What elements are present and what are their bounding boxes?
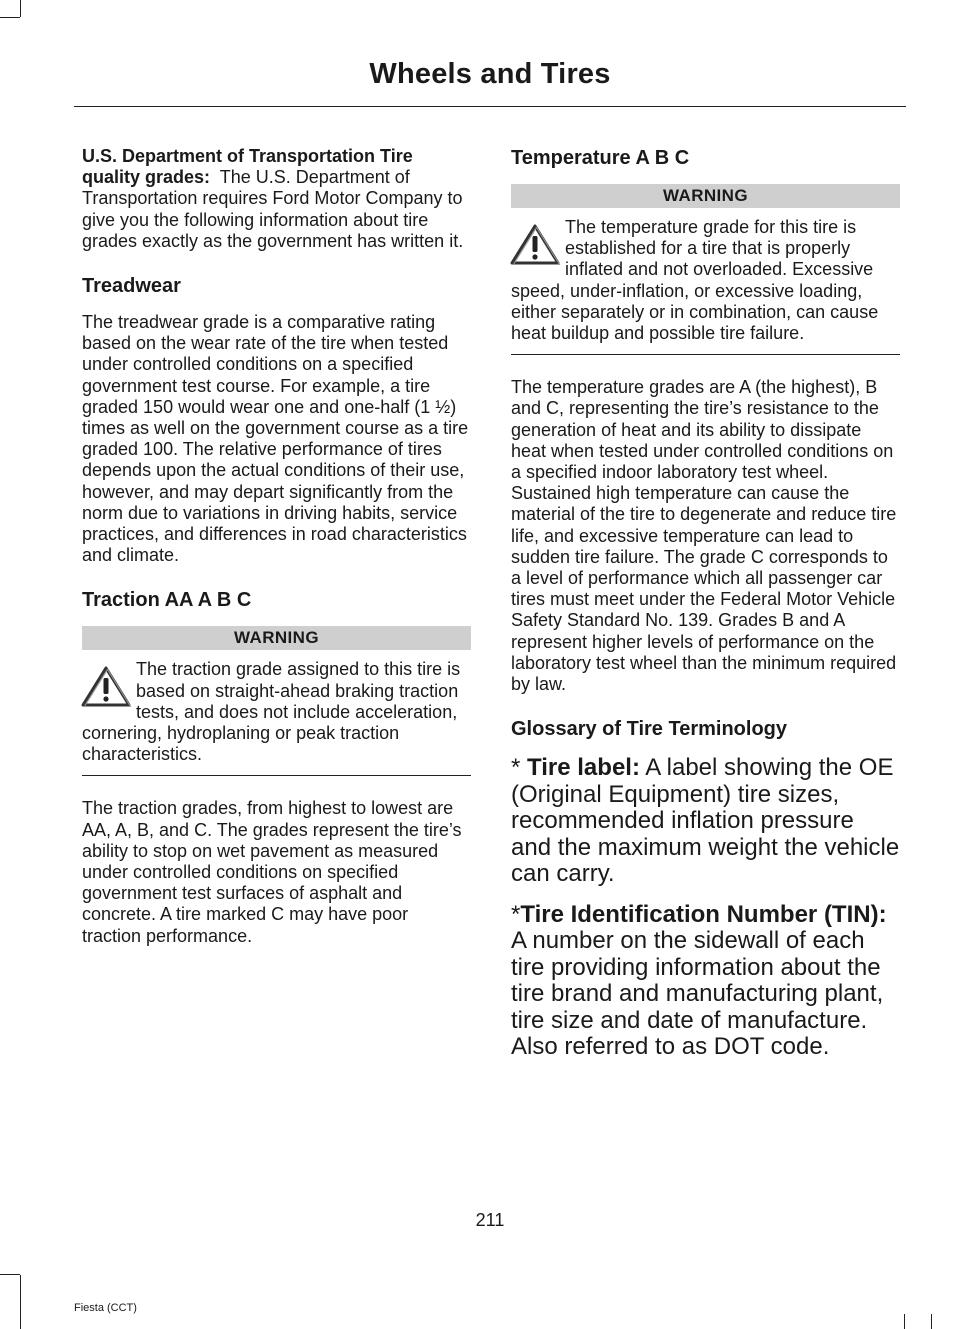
crop-mark — [904, 1314, 905, 1329]
crop-mark — [0, 17, 20, 18]
crop-mark — [0, 1274, 20, 1275]
glossary-heading: Glossary of Tire Terminology — [511, 718, 787, 741]
glossary-tin — [511, 902, 900, 1061]
glossary-definition: A number on the sidewall of each tire providing information about the tire brand and manufacturing plant, tire size and date of manufacture. Also referred to as DOT code. — [511, 927, 884, 1061]
glossary-term: Tire Identification Number (TIN): — [520, 900, 887, 928]
treadwear-heading: Treadwear — [82, 275, 181, 298]
intro-paragraph — [82, 146, 471, 252]
page-number: 211 — [475, 1210, 505, 1230]
warning-banner: WARNING — [82, 626, 471, 650]
glossary-tire-label — [511, 755, 900, 888]
crop-mark — [20, 0, 21, 17]
traction-paragraph: The traction grades, from highest to lowest are AA, A, B, and C. The grades represent the tire’s ability to stop on wet pavement as measured under controlled conditions on specified government test surfaces of asphalt and concrete. A tire marked C may have poor traction performance. — [82, 798, 462, 946]
treadwear-paragraph: The treadwear grade is a comparative rating based on the wear rate of the tire when tested under controlled conditions on a specified government test course. For example, a tire graded 150 would wear one and one-half (1 ½) times as well on the government course as a tire graded 100. The relative performance of tires depends upon the actual conditions of their use, however, and may depart significantly from the norm due to variations in driving habits, service practices, and differences in road characteristics and climate. — [82, 312, 469, 566]
warning-text: The temperature grade for this tire is established for a tire that is properly inflated and not overloaded. Excessive speed, under-inflation, or excessive loading, either separately or in combination, can cause heat buildup and possible tire failure. — [511, 217, 879, 344]
warning-triangle-icon — [509, 223, 561, 267]
right-column — [511, 146, 900, 1061]
intro-body: The U.S. Department of Transportation requires Ford Motor Company to give you the following information about tire grades exactly as the government has written it. — [82, 167, 464, 251]
header-divider — [74, 106, 906, 107]
glossary-term: Tire label: — [527, 754, 640, 782]
page-title: Wheels and Tires — [369, 58, 611, 90]
warning-triangle-icon — [80, 665, 132, 709]
glossary-prefix: * — [511, 900, 521, 928]
warning-text: The traction grade assigned to this tire is based on straight-ahead braking traction tests, and does not include acceleration, cornering, hydroplaning or peak traction characteristics. — [82, 659, 461, 765]
glossary-prefix: * — [511, 754, 528, 782]
warning-box — [511, 217, 900, 344]
glossary-definition: A label showing the OE (Original Equipment) tire sizes, recommended inflation pressure and the maximum weight the vehicle can carry. — [511, 754, 900, 888]
footer-model: Fiesta (CCT) — [74, 1302, 137, 1314]
intro-lead: U.S. Department of Transportation Tire quality grades: — [82, 146, 413, 188]
warning-box — [82, 659, 471, 765]
warning-banner: WARNING — [511, 184, 900, 208]
crop-mark — [931, 1314, 932, 1329]
traction-heading: Traction AA A B C — [82, 589, 252, 612]
temperature-paragraph: The temperature grades are A (the highest), B and C, representing the tire’s resistance to the generation of heat and its ability to dissipate heat when tested under controlled conditions on a specified indoor laboratory test wheel. Sustained high temperature can cause the material of the tire to degenerate and reduce tire life, and excessive temperature can lead to sudden tire failure. The grade C corresponds to a level of performance which all passenger car tires must meet under the Federal Motor Vehicle Safety Standard No. 139. Grades B and A represent higher levels of performance on the laboratory test wheel than the minimum required by law. — [511, 377, 897, 695]
crop-mark — [20, 1275, 21, 1329]
left-column — [82, 146, 471, 947]
temperature-heading: Temperature A B C — [511, 147, 690, 169]
